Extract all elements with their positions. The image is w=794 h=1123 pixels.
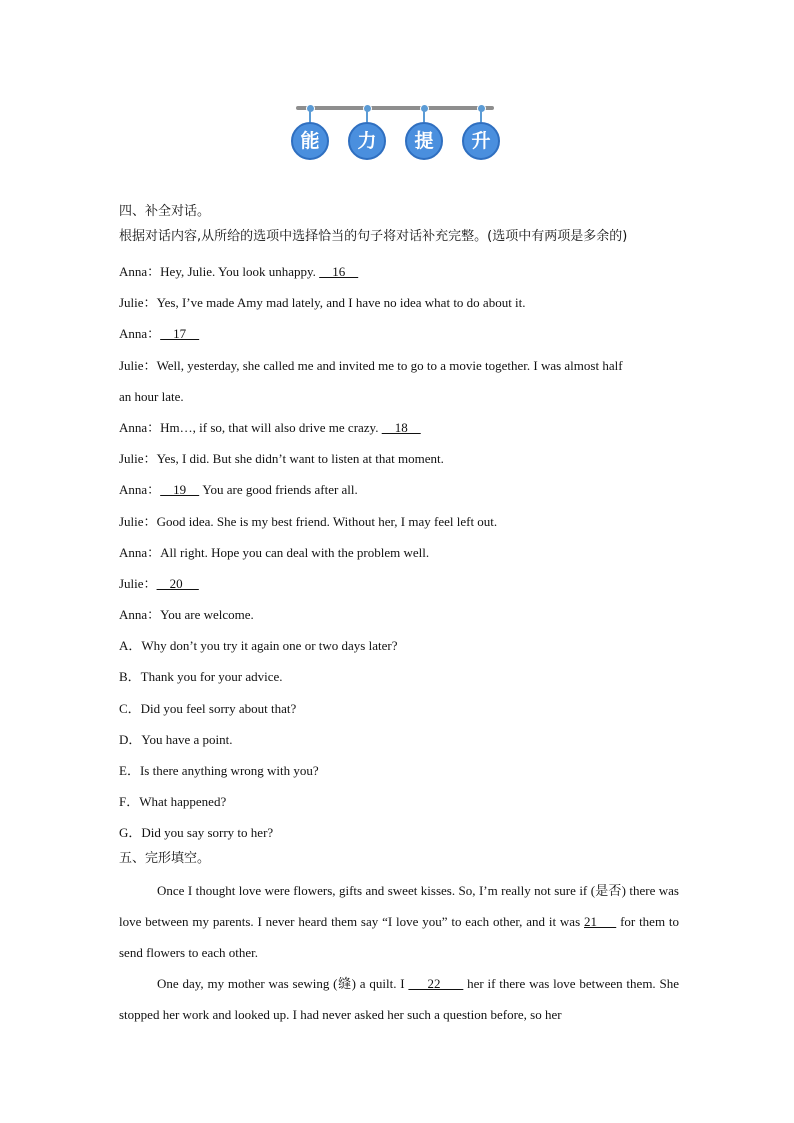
dialogue-line [119,287,679,318]
option-item: B．Thank you for your advice. [119,669,283,685]
banner-stem [366,110,368,122]
banner-stem [309,110,311,122]
section-title: 五、完形填空。 [119,850,211,866]
dialogue-line [119,474,679,505]
section-instruction: 根据对话内容,从所给的选项中选择恰当的句子将对话补充完整。(选项中有两项是多余的) [119,229,628,244]
banner-char-circle: 力 [348,122,386,160]
passage-text: her if there was love between them. She stopped her work and looked up. I had never asked her such a question before, so her [119,976,679,1023]
dialogue-text: Well, yesterday, she called me and invited me to go to a movie together. I was almost half [156,357,623,373]
option-item: A．Why don’t you try it again one or two days later? [119,638,398,654]
worksheet-content [119,200,679,1031]
answer-blank[interactable]: 16 [319,264,359,279]
banner-char-circle: 升 [462,122,500,160]
answer-blank[interactable]: 18 [381,419,421,435]
answer-blank[interactable]: 20 [156,575,199,591]
speaker: Anna： [119,607,161,623]
speaker: Anna： [119,544,161,560]
option-item: E．Is there anything wrong with you? [119,763,319,778]
speaker: Anna： [119,482,161,498]
dialogue-text: Yes, I did. But she didn’t want to listen at that moment. [156,451,444,467]
passage-text: Once I thought love were flowers, gifts and sweet kisses. So, I’m really not sure if (是否) there was love between my parents. I never heard them say “I love you” to each other, and it was [119,882,679,929]
passage-paragraph [119,968,679,1030]
passage-text: One day, my mother was sewing (缝) a quilt. I [157,976,405,992]
banner-bar [296,106,494,110]
answer-blank[interactable]: 17 [160,326,200,342]
dialogue-text: All right. Hope you can deal with the problem well. [160,544,430,560]
speaker: Anna： [119,264,161,279]
dialogue-text: Hm…, if so, that will also drive me crazy. [160,419,379,435]
banner-char-circle: 提 [405,122,443,160]
options-list [119,630,679,848]
speaker: Julie： [119,295,157,311]
section-title: 四、补全对话。 [119,204,211,219]
option-item: C．Did you feel sorry about that? [119,700,297,716]
dialogue-text: You are good friends after all. [202,482,358,498]
dialogue-text: Good idea. She is my best friend. Without her, I may feel left out. [156,513,498,529]
dialogue-text: You are welcome. [160,607,254,623]
dialogue-text: Yes, I’ve made Amy mad lately, and I have no idea what to do about it. [156,295,526,311]
option-item: D．You have a point. [119,731,233,747]
answer-blank[interactable]: 22 [408,976,464,992]
banner-stem [480,110,482,122]
option-item: F．What happened? [119,794,227,810]
speaker: Julie： [119,451,157,467]
dialogue-text: an hour late. [119,388,184,404]
banner-char-circle: 能 [291,122,329,160]
passage-paragraph [119,875,679,969]
dialogue-line [119,350,679,381]
dialogue-line [119,412,679,443]
banner-stem [423,110,425,122]
dialogue-line [119,599,679,630]
dialogue-line [119,443,679,474]
dialogue-line [119,318,679,349]
dialogue-line [119,537,679,568]
dialogue-line [119,568,679,599]
dialogue-line [119,256,679,287]
answer-blank[interactable]: 21 [584,913,617,929]
answer-blank[interactable]: 19 [160,482,200,498]
passage-text: for them to send flowers to each other. [119,913,680,960]
dialogue-text: Hey, Julie. You look unhappy. [160,264,316,279]
speaker: Julie： [119,575,157,591]
dialogue-line [119,506,679,537]
speaker: Anna： [119,419,161,435]
dialogue-line [119,381,679,412]
ability-banner [0,0,794,180]
speaker: Julie： [119,513,157,529]
option-item: G．Did you say sorry to her? [119,825,274,841]
speaker: Anna： [119,326,161,342]
dialogue [119,256,679,630]
speaker: Julie： [119,357,157,373]
